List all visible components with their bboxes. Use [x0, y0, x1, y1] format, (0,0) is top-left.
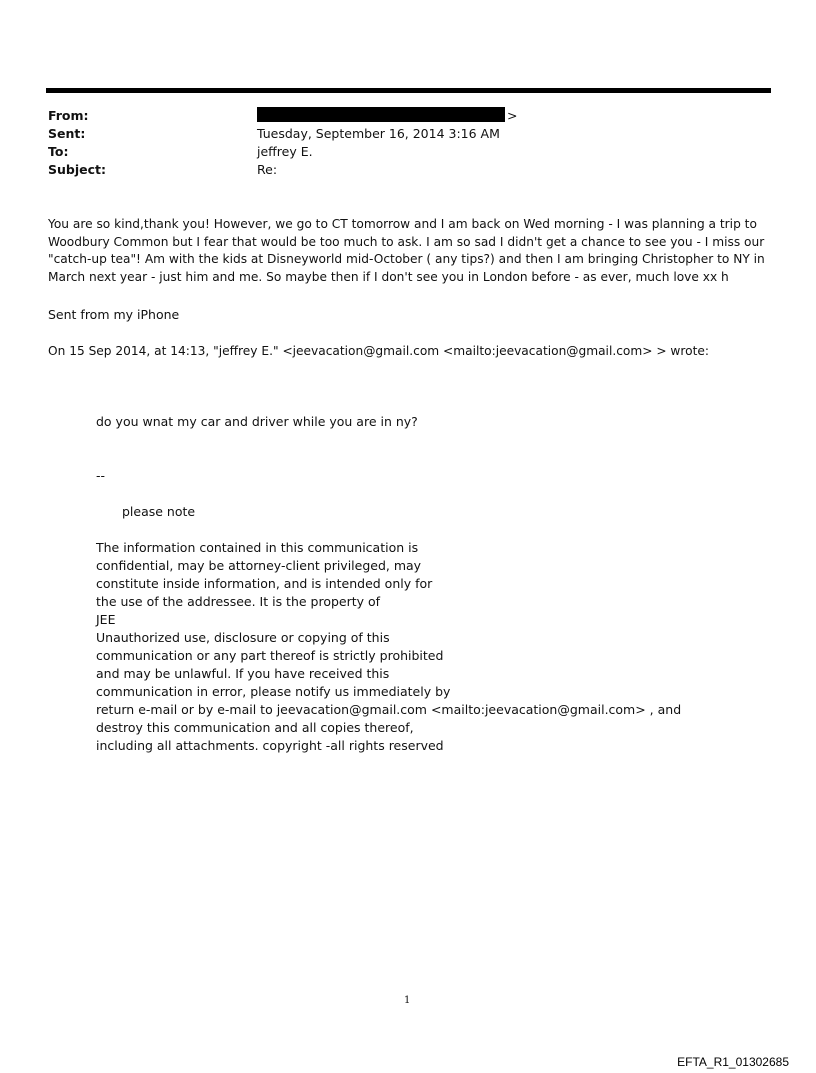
disclaimer-line: the use of the addressee. It is the property of [96, 594, 381, 609]
message-line: Woodbury Common but I fear that would be too much to ask. I am so sad I didn't get a chance to see you - I miss our [48, 234, 765, 249]
to-row [48, 143, 748, 161]
disclaimer-line: Unauthorized use, disclosure or copying of this [96, 630, 390, 645]
message-line: "catch-up tea"! Am with the kids at Disneyworld mid-October ( any tips?) and then I am bringing Christopher to NY in [48, 252, 765, 266]
subject-value: Re: [257, 162, 278, 177]
sent-value: Tuesday, September 16, 2014 3:16 AM [257, 126, 500, 141]
disclaimer-line: communication or any part thereof is strictly prohibited [96, 648, 444, 663]
redaction-block [257, 107, 505, 122]
message-line: You are so kind,thank you! However, we go to CT tomorrow and I am back on Wed morning - I was planning a trip to [48, 217, 757, 231]
sent-row [48, 125, 748, 143]
disclaimer-line: communication in error, please notify us immediately by [96, 684, 451, 699]
disclaimer-line: confidential, may be attorney-client privileged, may [96, 558, 422, 573]
header-rule [46, 88, 771, 93]
page-number: 1 [404, 995, 411, 1006]
from-suffix: > [507, 108, 518, 123]
disclaimer-line: including all attachments. copyright -all rights reserved [96, 738, 444, 753]
signature: Sent from my iPhone [48, 307, 180, 322]
disclaimer-line: and may be unlawful. If you have received this [96, 666, 390, 681]
disclaimer-line: JEE [96, 612, 116, 627]
quoted-question: do you wnat my car and driver while you are in ny? [96, 414, 418, 429]
sent-label: Sent: [48, 126, 86, 141]
disclaimer-line: constitute inside information, and is intended only for [96, 576, 433, 591]
disclaimer-line: The information contained in this communication is [96, 540, 419, 555]
message-body [48, 216, 765, 286]
to-label: To: [48, 144, 69, 159]
disclaimer [96, 539, 681, 755]
disclaimer-line: return e-mail or by e-mail to jeevacation@gmail.com <mailto:jeevacation@gmail.com> , and [96, 702, 682, 717]
to-value: jeffrey E. [257, 144, 313, 159]
note-heading: please note [122, 504, 196, 519]
document-id: EFTA_R1_01302685 [677, 1055, 789, 1069]
disclaimer-line: destroy this communication and all copies thereof, [96, 720, 414, 735]
subject-row [48, 161, 748, 179]
quoted-separator: -- [96, 468, 106, 483]
message-line: March next year - just him and me. So maybe then if I don't see you in London before - as ever, much love xx h [48, 269, 729, 284]
from-row [48, 107, 748, 125]
from-value [257, 107, 517, 125]
quote-intro: On 15 Sep 2014, at 14:13, "jeffrey E." <jeevacation@gmail.com <mailto:jeevacation@gmail.com> > wrote: [48, 344, 709, 358]
subject-label: Subject: [48, 162, 106, 177]
from-label: From: [48, 108, 89, 123]
